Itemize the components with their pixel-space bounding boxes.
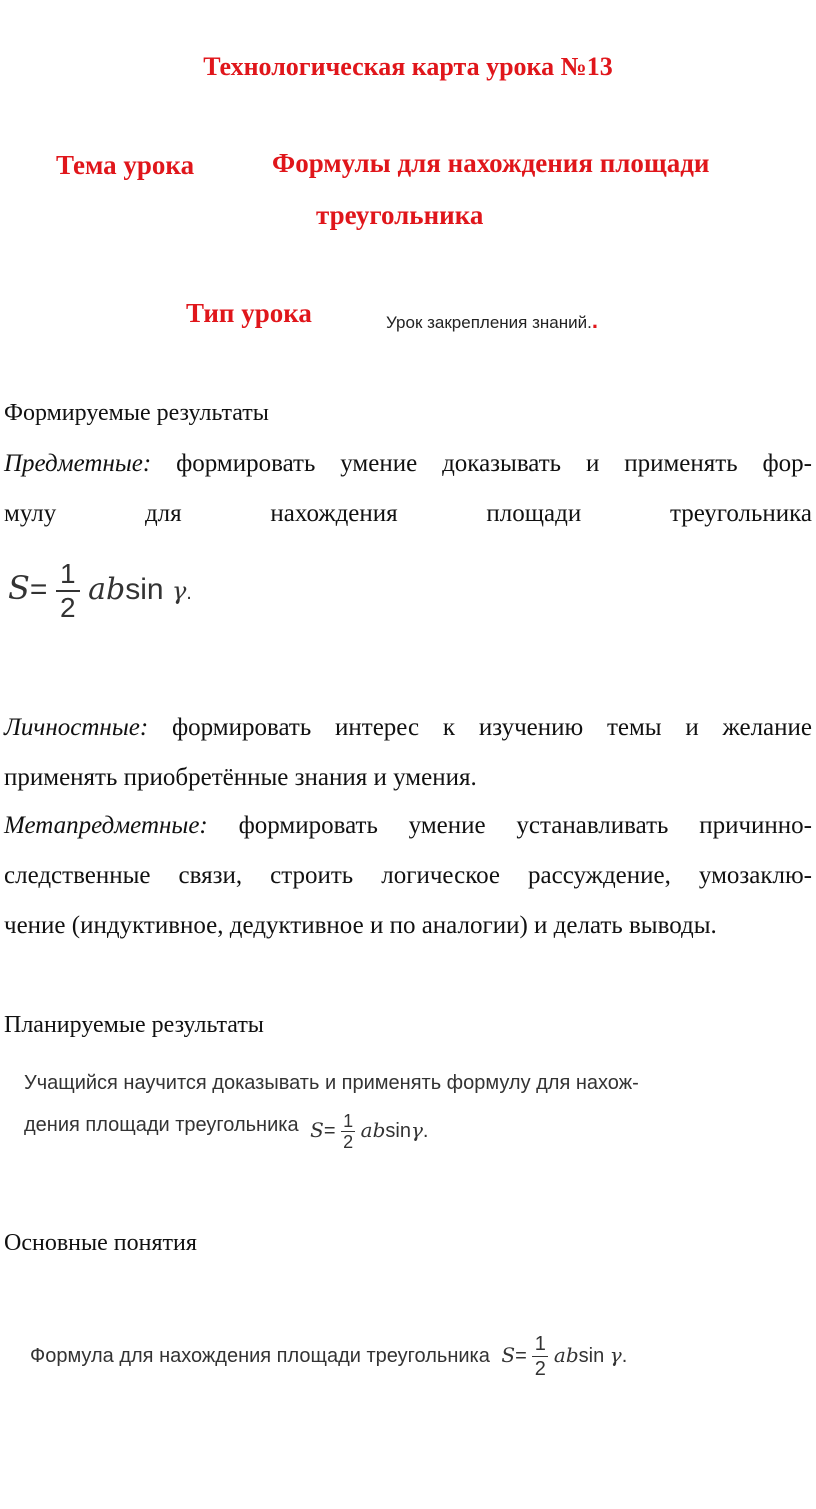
page-title: Технологическая карта урока №13 <box>203 52 613 81</box>
topic-text-line1: Формулы для нахождения площади <box>272 148 710 178</box>
planned-results-text <box>24 1068 784 1152</box>
area-formula-2: S= $\frac{1}{2}$ absinγ. <box>310 1111 429 1152</box>
meta-label: Метапредметные: <box>4 812 208 839</box>
planned-results-heading: Планируемые результаты <box>4 1012 264 1038</box>
subject-results <box>4 446 812 532</box>
meta-results <box>4 808 812 944</box>
main-concepts-text <box>30 1334 790 1379</box>
subject-label: Предметные: <box>4 450 152 477</box>
meta-line3: чение (индуктивное, дедуктивное и по аналогии) и делать выводы. <box>4 912 717 939</box>
personal-line1: формировать интерес к изучению темы и желание <box>171 714 813 741</box>
planned-line2-row <box>24 1106 784 1152</box>
formed-results-heading: Формируемые результаты <box>4 400 269 426</box>
lesson-type-label: Тип урока <box>186 298 312 328</box>
area-formula-1: S= $\frac{1}{2}$ absin γ. <box>8 558 192 623</box>
personal-results <box>4 710 812 796</box>
lesson-type-value <box>386 308 598 334</box>
planned-line2: дения площади треугольника <box>24 1113 299 1136</box>
personal-label: Личностные: <box>4 714 149 741</box>
red-dot: . <box>591 308 598 333</box>
meta-line1: формировать умение устанавливать причинно- <box>238 812 813 839</box>
area-formula-3: S= $\frac{1}{2}$ absin γ. <box>501 1333 628 1380</box>
topic-text-line2: треугольника <box>316 200 484 230</box>
lesson-type-value-text: Урок закрепления знаний. <box>386 313 592 332</box>
fraction-one-half: $\frac{1}{2}$ <box>56 560 80 622</box>
subject-line2: мулу для нахождения площади треугольника <box>4 500 812 527</box>
topic-label: Тема урока <box>56 150 195 180</box>
main-concepts-heading: Основные понятия <box>4 1230 197 1256</box>
subject-line1: формировать умение доказывать и применять фор- <box>176 450 813 477</box>
meta-line2: следственные связи, строить логическое рассуждение, умозаклю- <box>4 862 812 889</box>
planned-line1: Учащийся научится доказывать и применять формулу для нахож- <box>24 1072 639 1094</box>
main-concepts-label: Формула для нахождения площади треугольника <box>30 1344 490 1367</box>
personal-line2: применять приобретённые знания и умения. <box>4 764 477 791</box>
